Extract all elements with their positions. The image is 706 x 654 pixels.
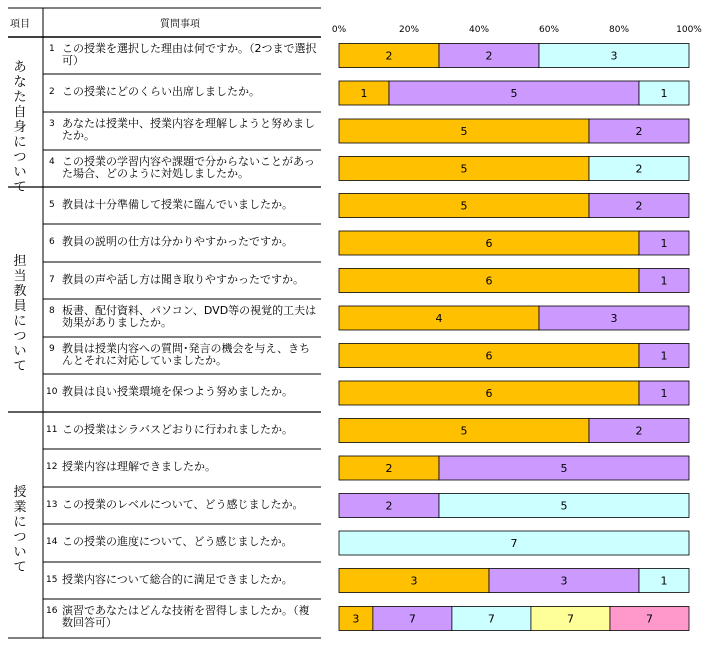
bar-value-label: 5 <box>510 87 518 100</box>
question-number: 10 <box>46 387 58 397</box>
bar-value-label: 1 <box>660 387 668 400</box>
bar-value-label: 1 <box>660 274 668 288</box>
question-number: 12 <box>46 462 58 472</box>
question-number: 3 <box>49 119 55 129</box>
x-tick-label: 20% <box>398 25 420 35</box>
bar-value-label: 1 <box>660 574 668 588</box>
bar-value-label: 7 <box>566 612 574 626</box>
question-number: 9 <box>49 344 55 354</box>
question-text: この授業はシラバスどおりに行われましたか。 <box>62 423 293 436</box>
question-number: 14 <box>46 537 58 547</box>
bar-value-label: 5 <box>460 199 468 213</box>
question-text: 教員は授業内容への質問･発言の機会を与え、きちんとそれに対応していましたか。 <box>62 342 311 367</box>
x-tick-label: 100% <box>676 25 702 35</box>
bar-value-label: 2 <box>635 125 643 138</box>
bar-value-label: 5 <box>560 462 568 475</box>
question-text: あなたは授業中、授業内容を理解しようと努めましたか。 <box>62 117 315 142</box>
question-number: 13 <box>46 500 58 510</box>
question-number: 16 <box>46 606 58 616</box>
question-number: 15 <box>46 575 58 585</box>
question-text: 板書、配付資料、パソコン、DVD等の視覚的工夫は効果がありましたか。 <box>62 304 317 329</box>
question-number: 8 <box>49 306 55 316</box>
question-text: 教員の声や話し方は聞き取りやすかったですか。 <box>62 273 304 286</box>
question-number: 11 <box>46 425 58 435</box>
bar-value-label: 1 <box>660 87 668 100</box>
bar-value-label: 6 <box>485 387 493 400</box>
question-text: この授業のレベルについて、どう感じましたか。 <box>62 498 304 511</box>
question-number: 7 <box>49 275 55 285</box>
question-text: この授業の進度について、どう感じましたか。 <box>62 535 293 548</box>
bar-value-label: 3 <box>410 574 418 588</box>
bar-value-label: 1 <box>360 87 368 100</box>
bar-value-label: 4 <box>435 312 443 325</box>
question-text: 授業内容について総合的に満足できましたか。 <box>62 573 293 586</box>
question-text: 教員は良い授業環境を保つよう努めましたか。 <box>62 385 293 398</box>
question-number: 4 <box>49 157 55 167</box>
header-question: 質問事項 <box>160 19 200 30</box>
bar-value-label: 7 <box>645 612 653 626</box>
bar-value-label: 6 <box>485 237 493 250</box>
bar-value-label: 2 <box>635 424 643 438</box>
x-tick-label: 40% <box>468 25 490 35</box>
question-number: 2 <box>49 87 55 97</box>
bar-value-label: 3 <box>610 49 618 63</box>
bar-value-label: 2 <box>635 199 643 213</box>
bar-value-label: 5 <box>460 424 468 438</box>
question-number: 5 <box>49 200 55 210</box>
x-tick-label: 0% <box>331 25 347 35</box>
question-number: 1 <box>49 44 55 54</box>
question-number: 6 <box>49 237 55 247</box>
bar-value-label: 1 <box>660 349 668 363</box>
question-text: この授業を選択した理由は何ですか。（2つまで選択可） <box>62 42 317 67</box>
bar-value-label: 3 <box>610 312 618 325</box>
category-class: 授 業 に つ い て <box>13 485 27 575</box>
bar-value-label: 2 <box>385 49 393 63</box>
bar-value-label: 3 <box>560 574 568 588</box>
question-text: この授業にどのくらい出席しましたか。 <box>62 85 260 98</box>
category-teacher: 担 当 教 員 に つ い て <box>13 254 27 374</box>
header-category: 項目 <box>10 19 30 30</box>
bar-value-label: 2 <box>485 49 493 63</box>
question-text: 授業内容は理解できましたか。 <box>62 460 216 473</box>
bar-value-label: 5 <box>560 499 568 513</box>
category-self: あ な た 自 身 に つ い て <box>13 60 27 195</box>
question-text: 演習であなたはどんな技術を習得しましたか。（複数回答可） <box>62 604 310 629</box>
bar-value-label: 1 <box>660 237 668 250</box>
bar-value-label: 6 <box>485 349 493 363</box>
bar-value-label: 5 <box>460 125 468 138</box>
question-text: 教員の説明の仕方は分かりやすかったですか。 <box>62 235 293 248</box>
bar-value-label: 5 <box>460 162 468 176</box>
x-tick-label: 60% <box>538 25 560 35</box>
question-text: この授業の学習内容や課題で分からないことがあった場合、どのように対処しましたか。 <box>62 155 315 180</box>
x-tick-label: 80% <box>608 25 630 35</box>
bar-value-label: 7 <box>487 612 495 626</box>
bar-value-label: 7 <box>510 537 518 550</box>
bar-value-label: 2 <box>635 162 643 176</box>
bar-value-label: 3 <box>352 612 360 626</box>
question-text: 教員は十分準備して授業に臨んでいましたか。 <box>62 198 293 211</box>
bar-value-label: 7 <box>408 612 416 626</box>
bar-value-label: 6 <box>485 274 493 288</box>
bar-value-label: 2 <box>385 462 393 475</box>
bar-value-label: 2 <box>385 499 393 513</box>
